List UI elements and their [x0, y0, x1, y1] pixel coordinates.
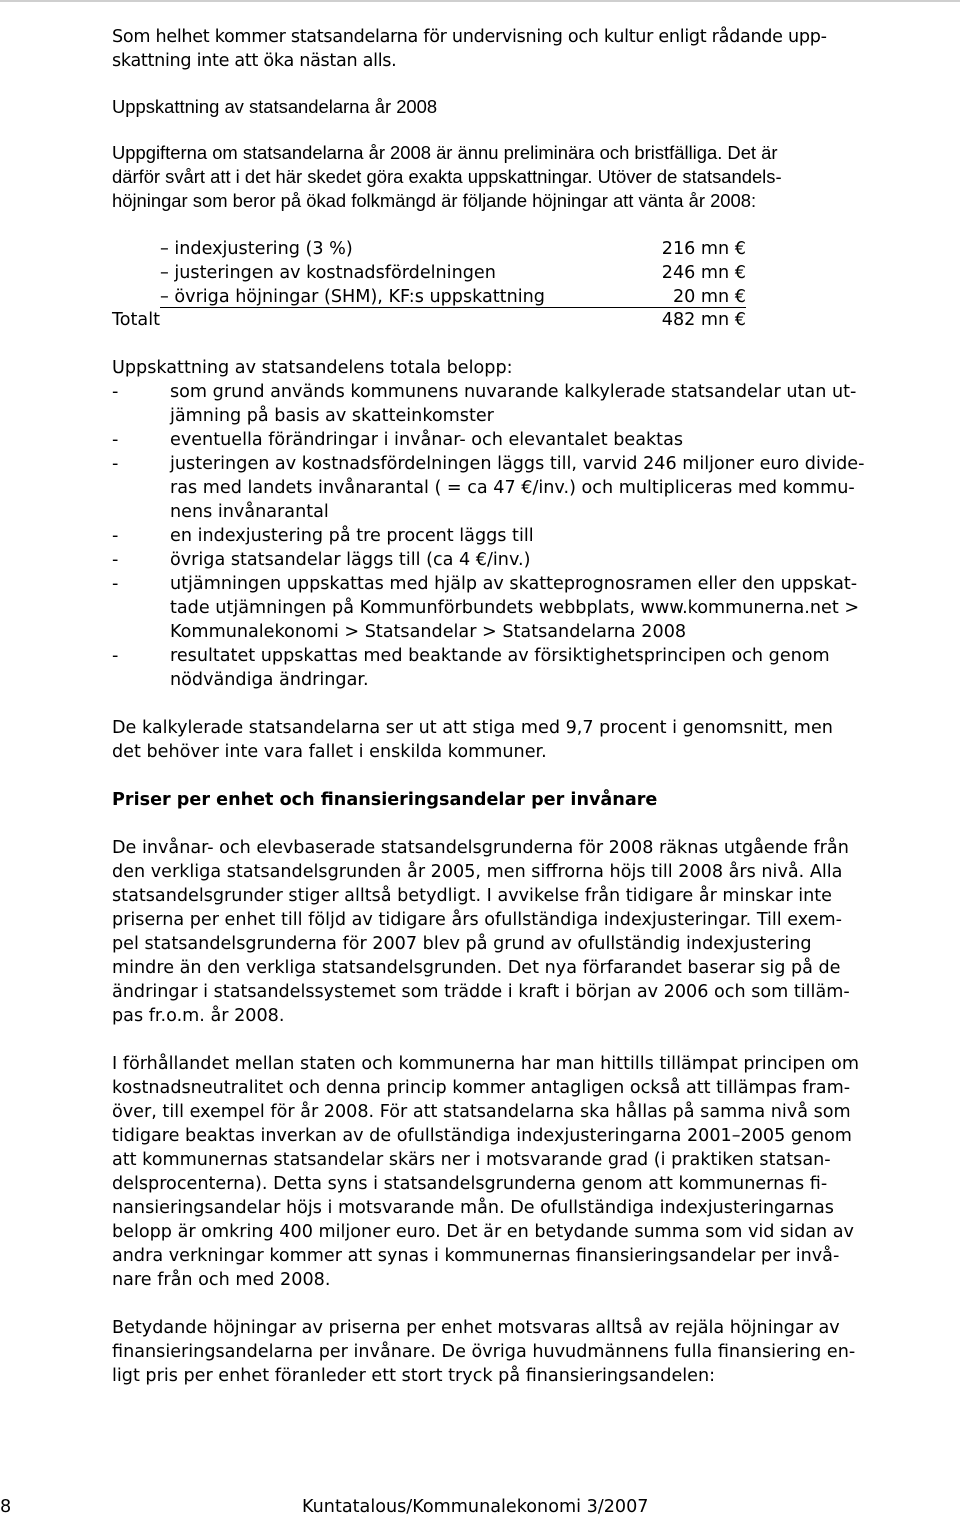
page-number: 8: [0, 1497, 12, 1517]
table-row: [160, 237, 746, 261]
list-item-text: resultatet uppskattas med beaktande av försiktighetsprincipen och genom nödvändiga ändringar.: [170, 646, 830, 690]
row-label: – indexjustering (3 %): [160, 239, 353, 259]
section-heading: Priser per enhet och finansieringsandelar per invånare: [112, 790, 658, 810]
list-item: [112, 428, 952, 452]
row-label: – justeringen av kostnadsfördelningen: [160, 263, 496, 283]
total-amount: 482 mn €: [661, 310, 746, 330]
list-item-text: justeringen av kostnadsfördelningen läggs till, varvid 246 miljoner euro divide- ras med landets invånarantal ( = ca 47 €/inv.) och multipliceras med kommu- nens invånarantal: [170, 454, 865, 522]
list-item-text: en indexjustering på tre procent läggs till: [170, 526, 534, 546]
row-amount: 216 mn €: [661, 239, 746, 259]
total-row: [112, 308, 746, 332]
total-label: Totalt: [112, 310, 160, 330]
financing-paragraph: Betydande höjningar av priserna per enhet motsvaras alltså av rejäla höjningar av finansieringsandelarna per invånare. De övriga huvudmännens fulla finansiering en- ligt pris per enhet föranleder ett stort tryck på finansieringsandelen:: [112, 1318, 856, 1386]
list-item: [112, 644, 952, 692]
bullet-marker: -: [112, 526, 119, 546]
list-item-text: övriga statsandelar läggs till (ca 4 €/inv.): [170, 550, 531, 570]
list-item: [112, 380, 952, 428]
growth-paragraph: De kalkylerade statsandelarna ser ut att stiga med 9,7 procent i genomsnitt, men det behöver inte vara fallet i enskilda kommuner.: [112, 718, 833, 762]
list-item: [112, 548, 952, 572]
row-amount: 246 mn €: [661, 263, 746, 283]
list-item: [112, 524, 952, 548]
top-border: [0, 0, 960, 2]
list-item-text: utjämningen uppskattas med hjälp av skatteprognosramen eller den uppskat- tade utjämningen på Kommunförbundets webbplats, www.kommunerna.net > Kommunalekonomi > Statsandelar > Statsandelarna 2008: [170, 574, 860, 642]
estimate-heading: Uppskattning av statsandelarna år 2008: [112, 96, 438, 117]
table-row: [160, 285, 746, 308]
bullet-marker: -: [112, 454, 119, 474]
cost-neutrality-paragraph: I förhållandet mellan staten och kommunerna har man hittills tillämpat principen om kostnadsneutralitet och denna princip kommer antagligen också att tillämpas fram- över, till exempel för år 2008. För att statsandelarna ska hållas på samma nivå som tidigare beaktas inverkan av de ofullständiga indexjusteringarna 2001–2005 genom att kommunernas statsandelar skärs ner i motsvarande grad (i praktiken statsan- delsprocenterna). Detta syns i statsandelsgrunderna genom att kommunernas fi- nansieringsandelar höjs i motsvarande mån. De ofullständiga indexjusteringarnas belopp är omkring 400 miljoner euro. Det är en betydande summa som vid sidan av andra verkningar kommer att synas i kommunernas finansieringsandelar per invå- nare från och med 2008.: [112, 1054, 859, 1290]
bullet-marker: -: [112, 550, 119, 570]
list-item: [112, 572, 952, 644]
publication-footer: Kuntatalous/Kommunalekonomi 3/2007: [302, 1497, 649, 1517]
intro-paragraph: Som helhet kommer statsandelarna för undervisning och kultur enligt rådande upp- skattning inte att öka nästan alls.: [112, 27, 827, 71]
bullet-marker: -: [112, 646, 119, 666]
estimate-steps-list: [112, 380, 952, 692]
total-estimate-heading: Uppskattning av statsandelens totala belopp:: [112, 358, 513, 378]
row-amount: 20 mn €: [672, 287, 746, 307]
bullet-marker: -: [112, 574, 119, 594]
list-item-text: som grund används kommunens nuvarande kalkylerade statsandelar utan ut- jämning på basis av skatteinkomster: [170, 382, 857, 426]
list-item-text: eventuella förändringar i invånar- och elevantalet beaktas: [170, 430, 684, 450]
bullet-marker: -: [112, 382, 119, 402]
increase-table: [112, 237, 746, 332]
data-notice-paragraph: Uppgifterna om statsandelarna år 2008 är ännu preliminära och bristfälliga. Det är därför svårt att i det här skedet göra exakta uppskattningar. Utöver de statsandels- höjningar som beror på ökad folkmängd är följande höjningar att vänta år 2008:: [112, 142, 782, 211]
list-item: [112, 452, 952, 524]
document-page: [112, 25, 952, 1388]
bullet-marker: -: [112, 430, 119, 450]
table-row: [160, 261, 746, 285]
row-label: – övriga höjningar (SHM), KF:s uppskattning: [160, 287, 545, 307]
unit-price-paragraph: De invånar- och elevbaserade statsandelsgrunderna för 2008 räknas utgående från den verkliga statsandelsgrunden år 2005, men siffrorna höjs till 2008 års nivå. Alla statsandelsgrunder stiger alltså betydligt. I avvikelse från tidigare år minskar inte priserna per enhet till följd av tidigare års ofullständiga indexjusteringar. Till exem- pel statsandelsgrunderna för 2007 blev på grund av ofullständig indexjustering mindre än den verkliga statsandelsgrunden. Det nya förfarandet baserar sig på de ändringar i statsandelssystemet som trädde i kraft i början av 2006 och som tilläm- pas fr.o.m. år 2008.: [112, 838, 850, 1026]
